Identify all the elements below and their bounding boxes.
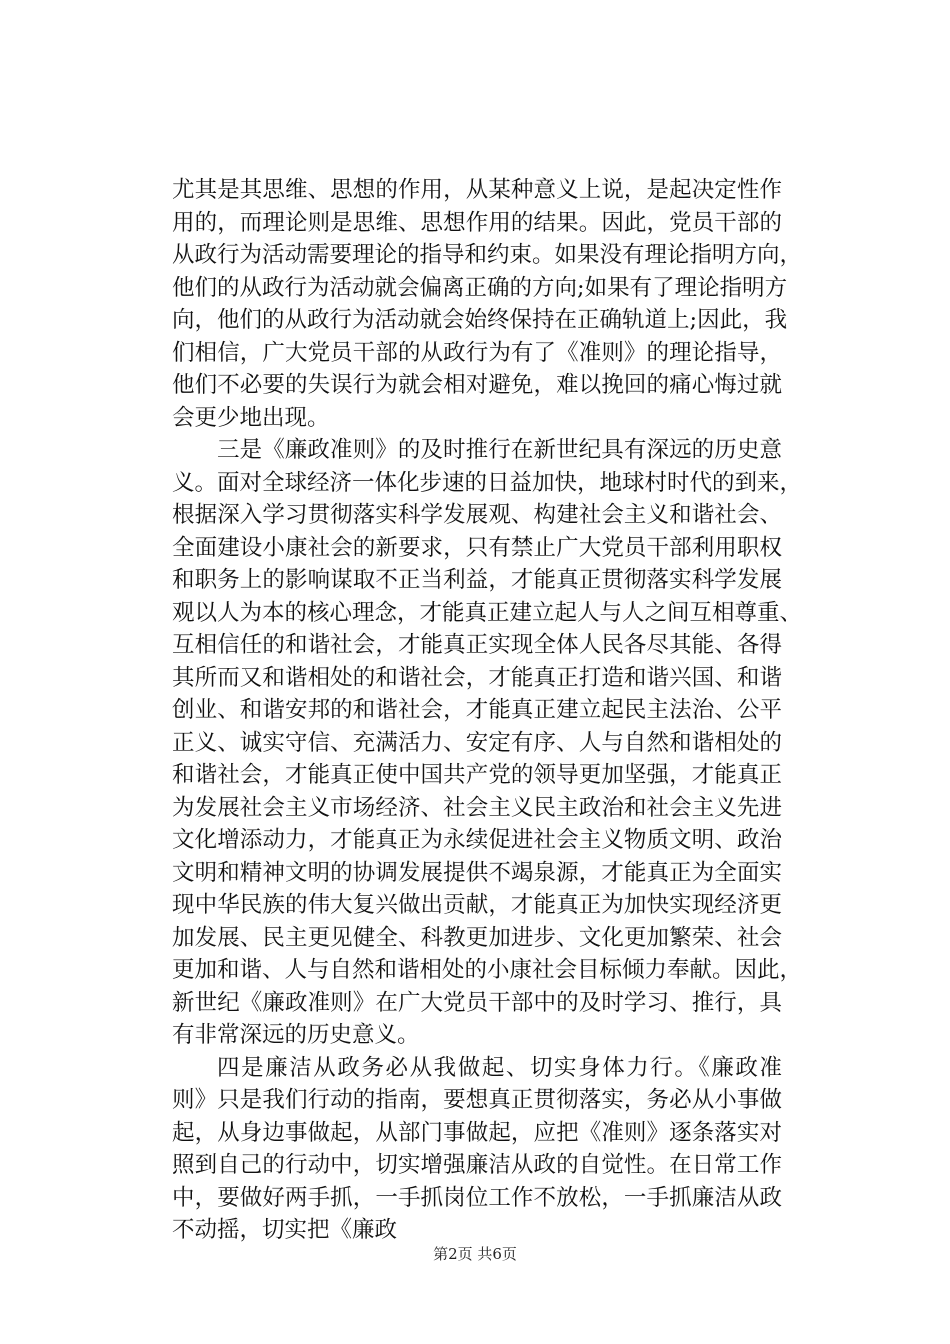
- text-line: 创业、和谐安邦的和谐社会，才能真正建立起民主法治、公平: [172, 697, 782, 723]
- text-line: 从政行为活动需要理论的指导和约束。如果没有理论指明方向，: [172, 242, 803, 268]
- paragraph: [172, 174, 803, 434]
- text-line: 为发展社会主义市场经济、社会主义民主政治和社会主义先进: [172, 794, 782, 821]
- text-line: 义。面对全球经济一体化步速的日益加快，地球村时代的到来，: [172, 469, 803, 496]
- text-line: 加发展、民主更见健全、科教更加进步、文化更加繁荣、社会: [172, 924, 782, 951]
- text-line: 根据深入学习贯彻落实科学发展观、构建社会主义和谐社会、: [172, 502, 782, 528]
- text-line: 则》只是我们行动的指南，要想真正贯彻落实，务必从小事做: [172, 1087, 782, 1113]
- text-line: 们相信，广大党员干部的从政行为有了《准则》的理论指导，: [172, 339, 782, 366]
- text-line: 三是《廉政准则》的及时推行在新世纪具有深远的历史意: [217, 437, 782, 463]
- text-line: 起，从身边事做起，从部门事做起，应把《准则》逐条落实对: [172, 1119, 782, 1146]
- text-line: 不动摇，切实把《廉政: [172, 1217, 398, 1243]
- body-text: [172, 174, 803, 1247]
- text-line: 正义、诚实守信、充满活力、安定有序、人与自然和谐相处的: [172, 729, 782, 756]
- text-line: 和职务上的影响谋取不正当利益，才能真正贯彻落实科学发展: [172, 567, 782, 593]
- text-line: 其所而又和谐相处的和谐社会，才能真正打造和谐兴国、和谐: [172, 664, 782, 691]
- text-line: 和谐社会，才能真正使中国共产党的领导更加坚强，才能真正: [172, 762, 782, 788]
- text-line: 观以人为本的核心理念，才能真正建立起人与人之间互相尊重、: [172, 599, 803, 626]
- text-line: 他们不必要的失误行为就会相对避免，难以挽回的痛心悔过就: [172, 372, 782, 398]
- text-line: 尤其是其思维、思想的作用，从某种意义上说，是起决定性作: [172, 177, 782, 203]
- text-line: 现中华民族的伟大复兴做出贡献，才能真正为加快实现经济更: [172, 892, 782, 918]
- text-line: 有非常深远的历史意义。: [172, 1022, 420, 1048]
- page-footer: 第2页 共6页: [433, 1245, 517, 1263]
- text-line: 照到自己的行动中，切实增强廉洁从政的自觉性。在日常工作: [172, 1152, 782, 1178]
- text-line: 全面建设小康社会的新要求，只有禁止广大党员干部利用职权: [172, 534, 782, 561]
- paragraph: [172, 1052, 782, 1247]
- paragraph: [172, 434, 803, 1052]
- text-line: 文化增添动力，才能真正为永续促进社会主义物质文明、政治: [172, 827, 782, 853]
- text-line: 中，要做好两手抓，一手抓岗位工作不放松，一手抓廉洁从政: [172, 1184, 782, 1211]
- text-line: 他们的从政行为活动就会偏离正确的方向;如果有了理论指明方: [172, 274, 788, 301]
- text-line: 四是廉洁从政务必从我做起、切实身体力行。《廉政准: [217, 1054, 782, 1081]
- text-line: 用的，而理论则是思维、思想作用的结果。因此，党员干部的: [172, 209, 782, 236]
- text-line: 更加和谐、人与自然和谐相处的小康社会目标倾力奉献。因此，: [172, 957, 803, 983]
- text-line: 向，他们的从政行为活动就会始终保持在正确轨道上;因此，我: [172, 307, 788, 333]
- text-line: 会更少地出现。: [172, 404, 330, 431]
- text-line: 新世纪《廉政准则》在广大党员干部中的及时学习、推行，具: [172, 989, 782, 1016]
- text-line: 互相信任的和谐社会，才能真正实现全体人民各尽其能、各得: [172, 632, 782, 658]
- text-line: 文明和精神文明的协调发展提供不竭泉源，才能真正为全面实: [172, 859, 782, 886]
